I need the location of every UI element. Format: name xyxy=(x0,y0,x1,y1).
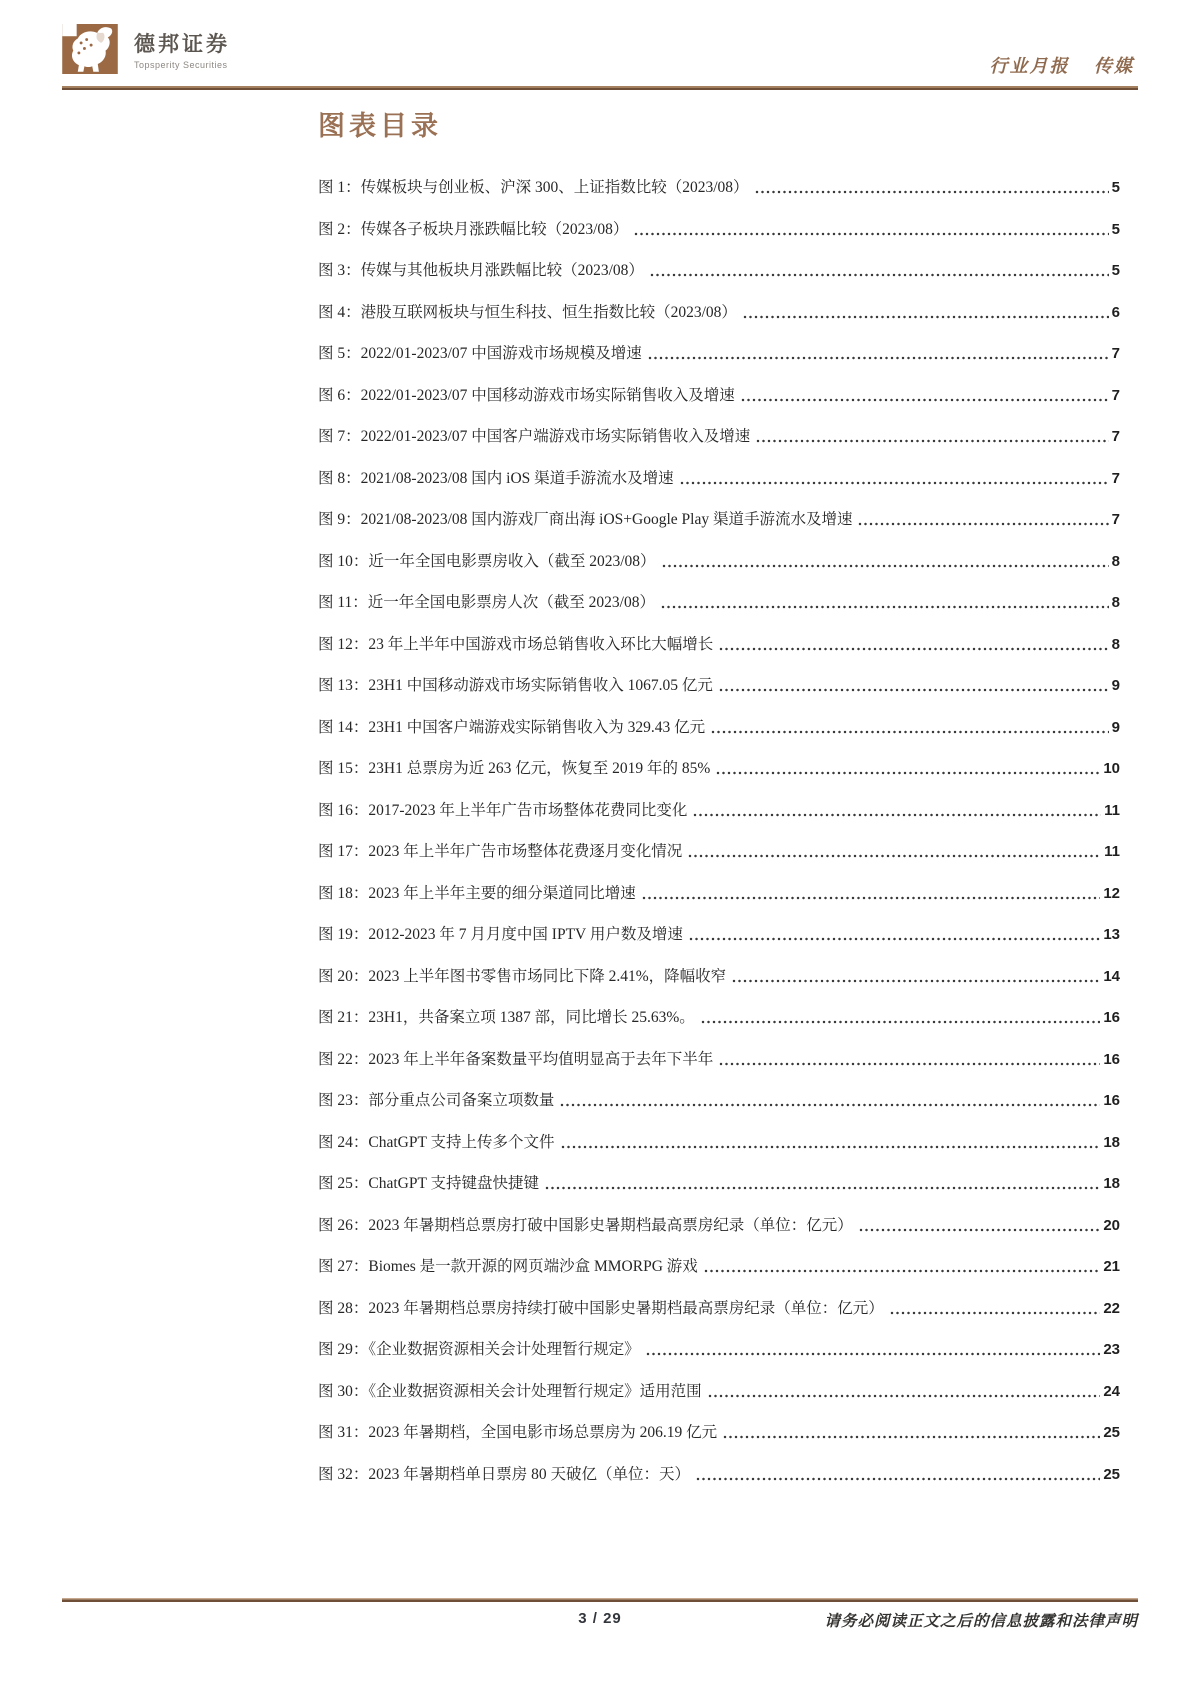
brand-name-cn: 德邦证券 xyxy=(134,33,230,56)
toc-entry[interactable] xyxy=(318,385,1120,406)
toc-entry[interactable] xyxy=(318,426,1120,447)
toc-entry-page: 11 xyxy=(1104,801,1120,819)
toc-entry-label: 图 4：港股互联网板块与恒生科技、恒生指数比较（2023/08） xyxy=(318,303,737,321)
toc-entry-label: 图 16：2017-2023 年上半年广告市场整体花费同比变化 xyxy=(318,801,688,819)
dot-leader xyxy=(711,730,1109,734)
toc-entry-page: 20 xyxy=(1103,1216,1120,1234)
toc-entry-label: 图 22：2023 年上半年备案数量平均值明显高于去年下半年 xyxy=(318,1050,714,1068)
toc-list xyxy=(318,177,1120,1485)
dot-leader xyxy=(661,605,1109,609)
dot-leader xyxy=(650,273,1109,277)
toc-entry[interactable] xyxy=(318,468,1120,489)
dot-leader xyxy=(756,439,1108,443)
brand-name-en: Topsperity Securities xyxy=(134,60,228,70)
dot-leader xyxy=(688,854,1101,858)
toc-entry[interactable] xyxy=(318,343,1120,364)
toc-entry[interactable] xyxy=(318,634,1120,655)
toc-entry-label: 图 3：传媒与其他板块月涨跌幅比较（2023/08） xyxy=(318,262,644,279)
toc-entry-label: 图 17：2023 年上半年广告市场整体花费逐月变化情况 xyxy=(318,843,683,860)
toc-entry[interactable] xyxy=(318,260,1120,281)
toc-entry-label: 图 25：ChatGPT 支持键盘快捷键 xyxy=(318,1175,540,1192)
dot-leader xyxy=(545,1186,1100,1190)
toc-entry-page: 21 xyxy=(1103,1258,1120,1275)
dot-leader xyxy=(732,979,1100,983)
brand-text xyxy=(134,28,230,70)
toc-entry-label: 图 29：《企业数据资源相关会计处理暂行规定》 xyxy=(318,1341,640,1358)
toc-entry-label: 图 7：2022/01-2023/07 中国客户端游戏市场实际销售收入及增速 xyxy=(318,428,751,445)
toc-entry[interactable] xyxy=(318,1173,1120,1194)
toc-entry[interactable] xyxy=(318,177,1120,198)
toc-entry-label: 图 30：《企业数据资源相关会计处理暂行规定》适用范围 xyxy=(318,1382,702,1400)
toc-entry-page: 18 xyxy=(1103,1133,1120,1151)
dot-leader xyxy=(704,1269,1101,1273)
page-number-indicator: 3 / 29 xyxy=(578,1610,622,1627)
dot-leader xyxy=(662,564,1109,568)
toc-entry-page: 25 xyxy=(1103,1424,1120,1441)
toc-entry-label: 图 2：传媒各子板块月涨跌幅比较（2023/08） xyxy=(318,220,629,238)
toc-entry-page: 8 xyxy=(1111,635,1120,653)
toc-entry[interactable] xyxy=(318,1132,1120,1153)
toc-entry-label: 图 11：近一年全国电影票房人次（截至 2023/08） xyxy=(318,594,655,611)
toc-section xyxy=(318,104,1120,1505)
sector-label: 传媒 xyxy=(1094,56,1134,76)
toc-entry-label: 图 20：2023 上半年图书零售市场同比下降 2.41%，降幅收窄 xyxy=(318,967,727,985)
dot-leader xyxy=(716,771,1100,775)
toc-entry-label: 图 27：Biomes 是一款开源的网页端沙盒 MMORPG 游戏 xyxy=(318,1258,698,1275)
toc-entry-page: 8 xyxy=(1111,594,1120,611)
toc-entry[interactable] xyxy=(318,841,1120,862)
toc-entry[interactable] xyxy=(318,883,1120,904)
toc-entry[interactable] xyxy=(318,551,1120,572)
toc-entry[interactable] xyxy=(318,1007,1120,1028)
header-divider xyxy=(62,86,1138,90)
toc-entry-label: 图 18：2023 年上半年主要的细分渠道同比增速 xyxy=(318,884,636,902)
toc-entry-page: 22 xyxy=(1103,1299,1120,1317)
toc-entry[interactable] xyxy=(318,1381,1120,1402)
dot-leader xyxy=(693,813,1101,817)
toc-entry-page: 7 xyxy=(1111,511,1120,528)
toc-entry-page: 24 xyxy=(1103,1382,1120,1400)
toc-entry-page: 7 xyxy=(1111,386,1120,404)
dot-leader xyxy=(719,647,1108,651)
toc-entry[interactable] xyxy=(318,1422,1120,1443)
toc-entry-label: 图 21：23H1，共备案立项 1387 部，同比增长 25.63%。 xyxy=(318,1009,695,1026)
toc-entry-label: 图 32：2023 年暑期档单日票房 80 天破亿（单位：天） xyxy=(318,1465,691,1483)
toc-entry-page: 13 xyxy=(1103,926,1120,943)
dot-leader xyxy=(701,1020,1101,1024)
toc-entry[interactable] xyxy=(318,509,1120,530)
dot-leader xyxy=(859,1228,1101,1232)
toc-entry[interactable] xyxy=(318,675,1120,696)
toc-entry-label: 图 15：23H1 总票房为近 263 亿元，恢复至 2019 年的 85% xyxy=(318,760,711,777)
toc-entry[interactable] xyxy=(318,592,1120,613)
toc-entry-label: 图 14：23H1 中国客户端游戏实际销售收入为 329.43 亿元 xyxy=(318,718,706,736)
toc-entry-page: 9 xyxy=(1111,677,1120,694)
toc-entry-page: 11 xyxy=(1104,843,1120,860)
toc-entry-label: 图 5：2022/01-2023/07 中国游戏市场规模及增速 xyxy=(318,345,642,362)
toc-entry[interactable] xyxy=(318,1339,1120,1360)
dot-leader xyxy=(890,1311,1101,1315)
toc-entry-label: 图 8：2021/08-2023/08 国内 iOS 渠道手游流水及增速 xyxy=(318,469,674,487)
toc-entry-page: 25 xyxy=(1103,1465,1120,1483)
toc-entry[interactable] xyxy=(318,219,1120,240)
toc-entry-page: 14 xyxy=(1103,967,1120,985)
dot-leader xyxy=(680,481,1109,485)
toc-entry-page: 7 xyxy=(1111,469,1120,487)
footer-disclaimer: 请务必阅读正文之后的信息披露和法律声明 xyxy=(824,1613,1138,1630)
toc-entry-label: 图 31：2023 年暑期档，全国电影市场总票房为 206.19 亿元 xyxy=(318,1424,718,1441)
leopard-logo-icon xyxy=(62,24,118,74)
toc-entry[interactable] xyxy=(318,758,1120,779)
toc-entry[interactable] xyxy=(318,717,1120,738)
toc-entry-label: 图 9：2021/08-2023/08 国内游戏厂商出海 iOS+Google Play 渠道手游流水及增速 xyxy=(318,511,853,528)
dot-leader xyxy=(719,1062,1100,1066)
toc-entry-label: 图 12：23 年上半年中国游戏市场总销售收入环比大幅增长 xyxy=(318,635,714,653)
dot-leader xyxy=(723,1435,1100,1439)
dot-leader xyxy=(560,1103,1100,1107)
toc-entry[interactable] xyxy=(318,1464,1120,1485)
toc-entry-page: 12 xyxy=(1103,884,1120,902)
dot-leader xyxy=(561,1145,1101,1149)
toc-entry-label: 图 10：近一年全国电影票房收入（截至 2023/08） xyxy=(318,552,656,570)
toc-entry-label: 图 13：23H1 中国移动游戏市场实际销售收入 1067.05 亿元 xyxy=(318,677,713,694)
toc-entry-label: 图 23：部分重点公司备案立项数量 xyxy=(318,1092,555,1109)
toc-entry-page: 5 xyxy=(1111,262,1120,279)
toc-entry[interactable] xyxy=(318,924,1120,945)
toc-entry-page: 8 xyxy=(1111,552,1120,570)
dot-leader xyxy=(642,896,1101,900)
toc-title: 图表目录 xyxy=(318,111,442,141)
footer-divider xyxy=(62,1598,1138,1602)
toc-entry-page: 7 xyxy=(1111,428,1120,445)
toc-entry-page: 10 xyxy=(1103,760,1120,777)
dot-leader xyxy=(646,1352,1101,1356)
toc-entry[interactable] xyxy=(318,1298,1120,1319)
toc-entry-label: 图 28：2023 年暑期档总票房持续打破中国影史暑期档最高票房纪录（单位：亿元） xyxy=(318,1299,884,1317)
report-type-label: 行业月报 xyxy=(989,56,1070,76)
dot-leader xyxy=(689,937,1100,941)
toc-entry[interactable] xyxy=(318,1090,1120,1111)
dot-leader xyxy=(634,232,1108,236)
toc-entry[interactable] xyxy=(318,800,1120,821)
brand-logo xyxy=(62,24,230,74)
toc-entry-page: 5 xyxy=(1111,220,1120,238)
toc-entry-page: 16 xyxy=(1103,1050,1120,1068)
dot-leader xyxy=(719,688,1109,692)
dot-leader xyxy=(755,190,1109,194)
toc-entry-page: 9 xyxy=(1111,718,1120,736)
page-header xyxy=(0,0,1200,92)
toc-entry[interactable] xyxy=(318,302,1120,323)
toc-entry-page: 5 xyxy=(1111,179,1120,196)
toc-entry-page: 16 xyxy=(1103,1092,1120,1109)
dot-leader xyxy=(648,356,1109,360)
toc-entry[interactable] xyxy=(318,1049,1120,1070)
toc-entry-page: 6 xyxy=(1111,303,1120,321)
toc-entry[interactable] xyxy=(318,966,1120,987)
dot-leader xyxy=(696,1477,1100,1481)
dot-leader xyxy=(741,398,1109,402)
toc-entry-label: 图 24：ChatGPT 支持上传多个文件 xyxy=(318,1133,555,1151)
toc-entry-page: 18 xyxy=(1103,1175,1120,1192)
toc-entry-page: 16 xyxy=(1103,1009,1120,1026)
toc-entry-label: 图 1：传媒板块与创业板、沪深 300、上证指数比较（2023/08） xyxy=(318,179,749,196)
toc-entry[interactable] xyxy=(318,1215,1120,1236)
toc-entry-page: 23 xyxy=(1103,1341,1120,1358)
dot-leader xyxy=(858,522,1108,526)
toc-entry-label: 图 19：2012-2023 年 7 月月度中国 IPTV 用户数及增速 xyxy=(318,926,683,943)
toc-entry-page: 7 xyxy=(1111,345,1120,362)
dot-leader xyxy=(708,1394,1101,1398)
toc-entry-label: 图 6：2022/01-2023/07 中国移动游戏市场实际销售收入及增速 xyxy=(318,386,735,404)
toc-entry-label: 图 26：2023 年暑期档总票房打破中国影史暑期档最高票房纪录（单位：亿元） xyxy=(318,1216,853,1234)
toc-entry[interactable] xyxy=(318,1256,1120,1277)
report-category xyxy=(990,52,1135,78)
dot-leader xyxy=(743,315,1109,319)
